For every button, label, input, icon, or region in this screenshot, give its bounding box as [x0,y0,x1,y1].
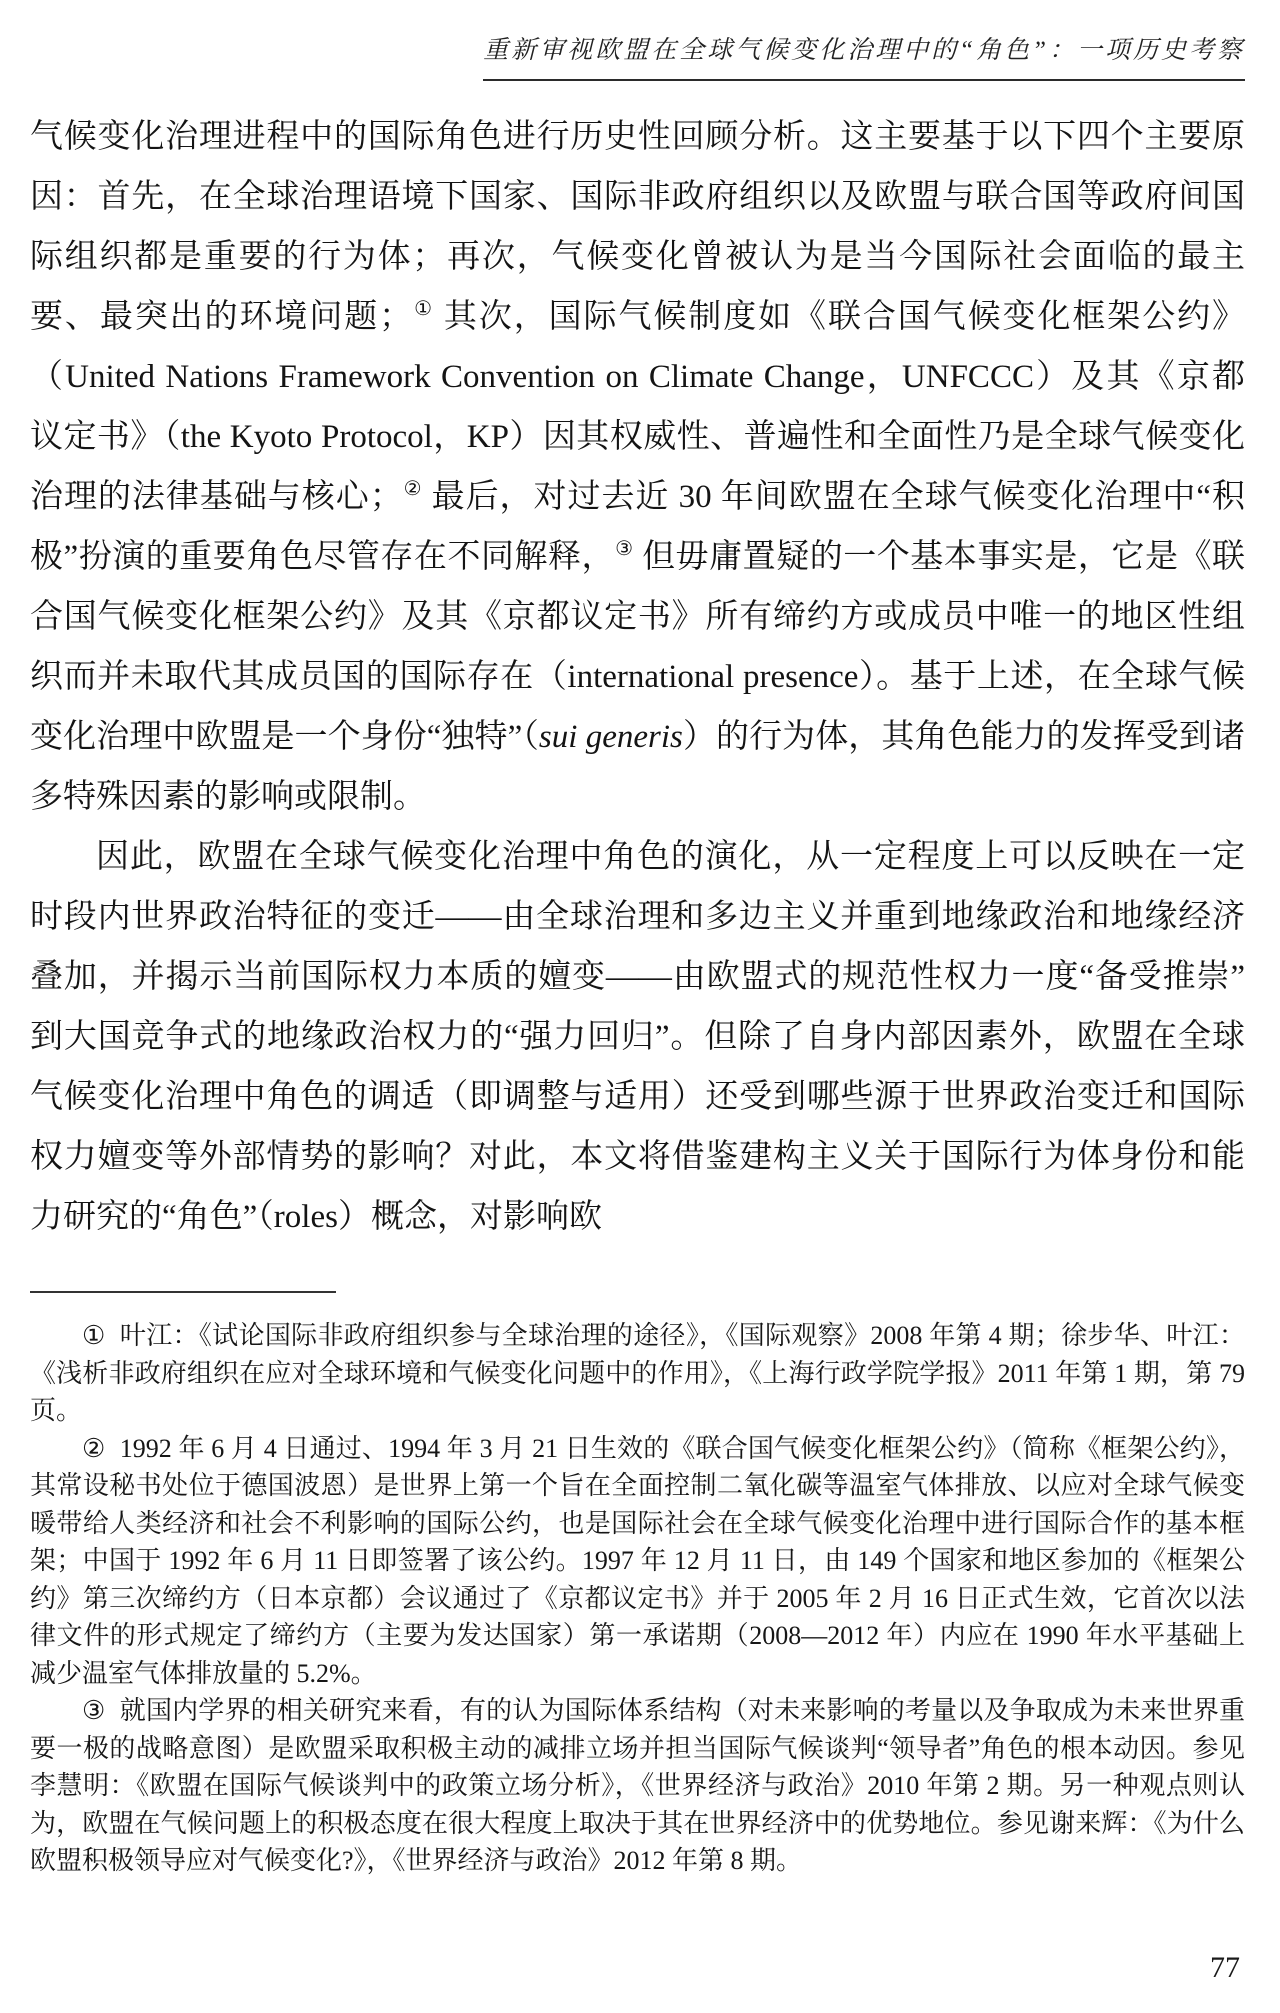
footnote-text: 1992 年 6 月 4 日通过、1994 年 3 月 21 日生效的《联合国气候变化框架公约》（简称《框架公约》，其常设秘书处位于德国波恩）是世界上第一个旨在全面控制二氧化碳等温室气体排放、以应对全球气候变暖带给人类经济和社会不利影响的国际公约，也是国际社会在全球气候变化治理中进行国际合作的基本框架；中国于 1992 年 6 月 11 日即签署了该公约。1997 年 12 月 11 日，由 149 个国家和地区参加的《框架公约》第三次缔约方（日本京都）会议通过了《京都议定书》并于 2005 年 2 月 16 日正式生效，它首次以法律文件的形式规定了缔约方（主要为发达国家）第一承诺期（2008—2012 年）内应在 1990 年水平基础上减少温室气体排放量的 5.2%。 [30,1433,1245,1688]
footnote-marker: ① [82,1321,106,1350]
footnote-separator [30,1291,336,1293]
footnote [30,1692,1245,1880]
footnote-ref: ① [412,298,434,320]
body-paragraph [30,827,1245,1247]
footnote-text: 就国内学界的相关研究来看，有的认为国际体系结构（对未来影响的考量以及争取成为未来世界重要一极的战略意图）是欧盟采取积极主动的减排立场并担当国际气候谈判“领导者”角色的根本动因。参见李慧明：《欧盟在国际气候谈判中的政策立场分析》，《世界经济与政治》2010 年第 2 期。另一种观点则认为，欧盟在气候问题上的积极态度在很大程度上取决于其在世界经济中的优势地位。参见谢来辉：《为什么欧盟积极领导应对气候变化?》，《世界经济与政治》2012 年第 8 期。 [30,1696,1245,1875]
footnote-text: 叶江：《试论国际非政府组织参与全球治理的途径》，《国际观察》2008 年第 4 期；徐步华、叶江：《浅析非政府组织在应对全球环境和气候变化问题中的作用》，《上海行政学院学报》2011 年第 1 期，第 79 页。 [30,1321,1245,1425]
footnotes-list [30,1317,1245,1880]
body-text-run: 其次，国际气候制度如《联合国气候变化框架公约》（United Nations Framework Convention on Climate Change，UNFCCC）及其《京都议定书》（the Kyoto Protocol，KP）因其权威性、普遍性和全面性乃是全球气候变化治理的法律基础与核心； [30,299,1246,515]
footnote-ref: ③ [615,538,634,560]
body-paragraph [30,107,1245,827]
footnote-ref: ② [402,478,423,500]
body-text-run: 最后，对过去近 30 年间欧盟在全球气候变化治理中“积极”扮演的重要角色尽管存在不同解释， [30,479,1246,575]
body-text-run: 因此，欧盟在全球气候变化治理中角色的演化，从一定程度上可以反映在一定时段内世界政治特征的变迁——由全球治理和多边主义并重到地缘政治和地缘经济叠加，并揭示当前国际权力本质的嬗变——由欧盟式的规范性权力一度“备受推崇”到大国竞争式的地缘政治权力的“强力回归”。但除了自身内部因素外，欧盟在全球气候变化治理中角色的调适（即调整与适用）还受到哪些源于世界政治变迁和国际权力嬗变等外部情势的影响？对此，本文将借鉴建构主义关于国际行为体身份和能力研究的“角色”（roles）概念，对影响欧 [30,839,1245,1235]
footnote [30,1430,1245,1693]
page-header [30,30,1245,81]
footnote-marker: ② [82,1433,106,1463]
body-text-run: 但毋庸置疑的一个基本事实是，它是《联合国气候变化框架公约》及其《京都议定书》所有缔约方或成员中唯一的地区性组织而并未取代其成员国的国际存在（international presence）。基于上述，在全球气候变化治理中欧盟是一个身份“独特”（ [30,539,1246,755]
body-text-run: 气候变化治理进程中的国际角色进行历史性回顾分析。这主要基于以下四个主要原因：首先，在全球治理语境下国家、国际非政府组织以及欧盟与联合国等政府间国际组织都是重要的行为体；再次，气候变化曾被认为是当今国际社会面临的最主要、最突出的环境问题； [30,119,1245,335]
footnote [30,1317,1245,1430]
body-paragraphs [30,107,1245,1247]
body-text-run: ）的行为体，其角色能力的发挥受到诸多特殊因素的影响或限制。 [30,719,1245,815]
page-number: 77 [1210,1951,1240,1984]
footnote-marker: ③ [82,1696,106,1725]
latin-italic-phrase: sui generis [538,719,683,755]
running-title: 重新审视欧盟在全球气候变化治理中的“角色”：一项历史考察 [483,30,1245,81]
